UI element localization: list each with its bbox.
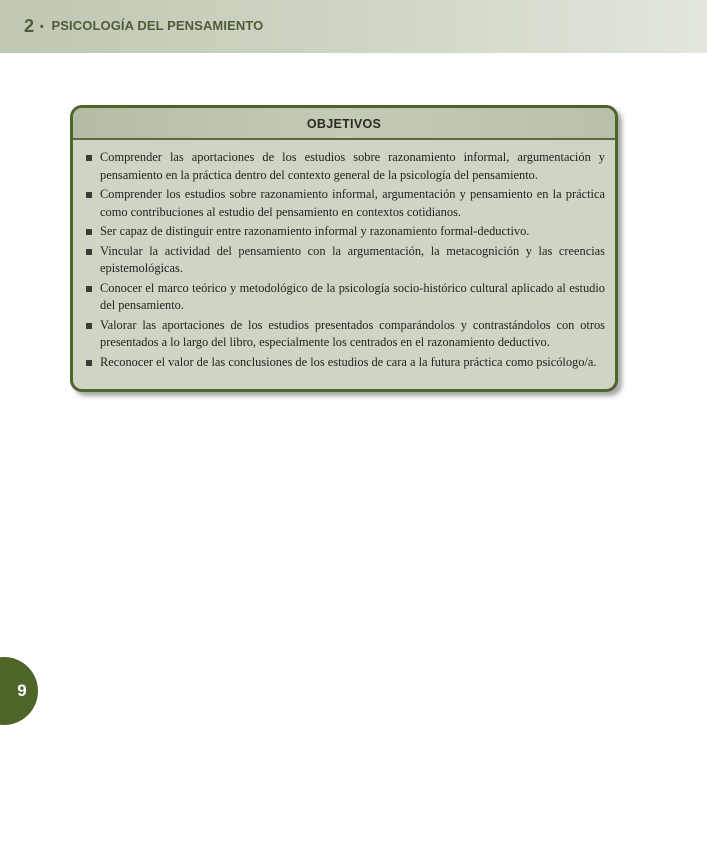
objectives-box [70,105,618,392]
objectives-title: OBJETIVOS [306,117,382,131]
objective-text: Reconocer el valor de las conclusiones de los estudios de cara a la futura práctica como psicólogo/a. [100,354,597,369]
square-bullet-icon [86,155,92,161]
chapter-heading [24,16,263,37]
list-item [86,243,605,278]
list-item [86,354,605,372]
page-number: 9 [17,681,27,700]
square-bullet-icon [86,249,92,255]
square-bullet-icon [86,229,92,235]
square-bullet-icon [86,286,92,292]
objective-text: Ser capaz de distinguir entre razonamiento informal y razonamiento formal-deductivo. [100,224,530,238]
list-item [86,223,605,241]
square-bullet-icon [86,360,92,366]
objective-text: Vincular la actividad del pensamiento con la argumentación, la metacognición y las creencias epistemológicas. [100,243,605,275]
objectives-header [73,108,615,140]
objectives-list [73,140,615,371]
running-header [0,0,707,53]
list-item [86,186,605,221]
square-bullet-icon [86,192,92,198]
objective-text: Valorar las aportaciones de los estudios presentados comparándolos y contrastándolos con otros presentados a lo largo del libro, especialmente los centrados en el razonamiento deductivo. [100,317,605,349]
chapter-title: PSICOLOGÍA DEL PENSAMIENTO [51,18,264,33]
square-bullet-icon [86,323,92,329]
objective-text: Conocer el marco teórico y metodológico de la psicología socio-histórico cultural aplicado al estudio del pensamiento. [100,280,605,312]
objective-text: Comprender los estudios sobre razonamiento informal, argumentación y pensamiento en la práctica como contribuciones al estudio del pensamiento en contextos cotidianos. [100,187,605,219]
objective-text: Comprender las aportaciones de los estudios sobre razonamiento informal, argumentación y pensamiento en la práctica dentro del contexto general de la psicología del pensamiento. [100,150,605,182]
bullet-icon: • [39,21,44,33]
list-item [86,317,605,352]
chapter-number: 2 [24,16,35,36]
list-item [86,280,605,315]
list-item [86,149,605,184]
